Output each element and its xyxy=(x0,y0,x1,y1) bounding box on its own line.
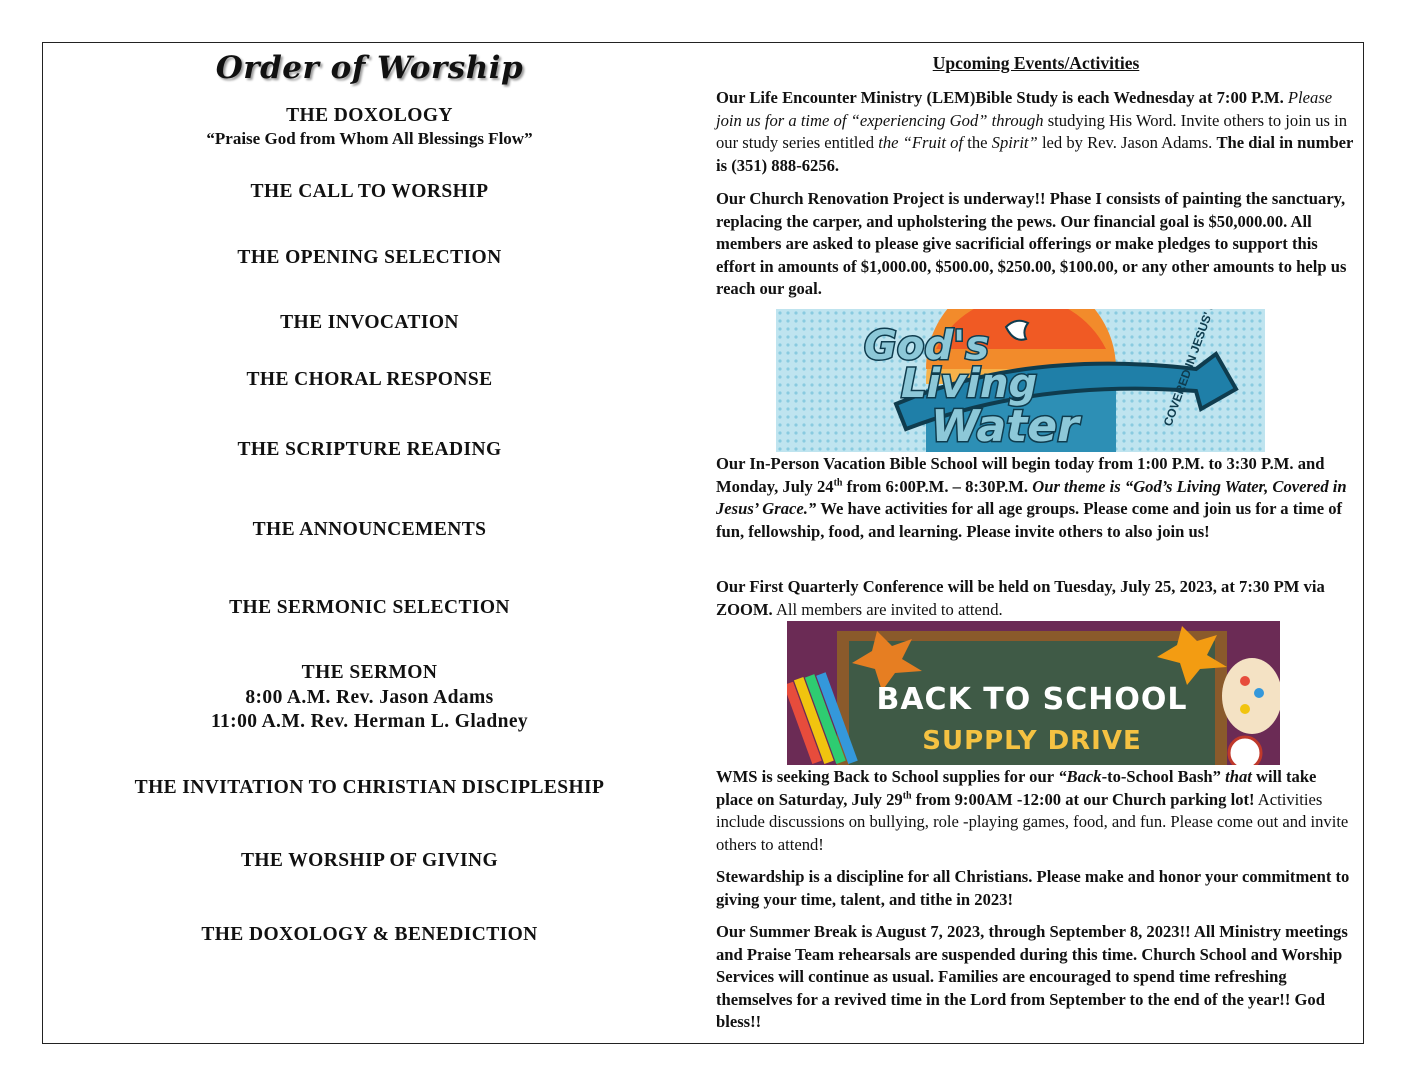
banner-word-gods: God's xyxy=(864,323,989,369)
worship-item-choral-response: THE CHORAL RESPONSE xyxy=(246,369,493,390)
lem-invite-italic: Please join us for a time of “experiencing God” through xyxy=(716,88,1333,130)
order-of-worship-title: Order of Worship xyxy=(215,50,524,86)
order-of-worship-column xyxy=(42,42,697,1042)
back-to-school-banner xyxy=(787,621,1280,765)
wms-time-place: from 9:00AM -12:00 at our Church parking lot! xyxy=(915,789,1255,809)
worship-item-opening-selection: THE OPENING SELECTION xyxy=(237,247,502,268)
wms-that: that xyxy=(1225,767,1252,786)
worship-item-announcements: THE ANNOUNCEMENTS xyxy=(252,519,487,540)
event-lem-bible-study xyxy=(716,87,1356,177)
sermon-time-early: 8:00 A.M. Rev. Jason Adams xyxy=(245,687,494,708)
event-renovation: Our Church Renovation Project is underway!! Phase I consists of painting the sanctuary, replacing the carper, and upholstering the pews. Our financial goal is $50,000.00. All members are asked to please give sacrificial offerings or make pledges to support this effort in amounts of $1,000.00, $500.00, $250.00, $100.00, or any other amounts to help us reach our goal. xyxy=(716,189,1347,298)
wms-date: will take place on Saturday, July 29 xyxy=(716,767,1317,809)
lem-the: the xyxy=(967,133,988,152)
event-quarterly-conference xyxy=(716,576,1356,621)
lem-spirit: Spirit” xyxy=(991,133,1038,152)
lem-dial-in: The dial in number is (351) 888-6256. xyxy=(716,133,1354,175)
living-water-graphic xyxy=(776,309,1265,452)
wms-back: “Back xyxy=(1058,767,1102,786)
worship-item-worship-of-giving: THE WORSHIP OF GIVING xyxy=(240,850,499,871)
worship-item-doxology: THE DOXOLOGY xyxy=(286,105,453,126)
wms-intro: WMS is seeking Back to School supplies for our xyxy=(716,767,1055,786)
event-summer-break: Our Summer Break is August 7, 2023, through September 8, 2023!! All Ministry meetings and Praise Team rehearsals are suspended during this time. Church School and Worship Services will continue as usual. Families are encouraged to spend time refreshing themselves for a revived time in the Lord from September to the end of the year!! God bless!! xyxy=(716,922,1348,1031)
worship-item-call-to-worship: THE CALL TO WORSHIP xyxy=(250,181,489,202)
worship-item-invocation: THE INVOCATION xyxy=(280,312,459,333)
worship-item-doxology-benediction: THE DOXOLOGY & BENEDICTION xyxy=(201,924,538,945)
banner-word-living: Living xyxy=(901,361,1038,407)
worship-item-sermon: THE SERMON xyxy=(301,662,438,683)
wms-activities: Activities include discussions on bullying, role -playing games, food, and fun. Please come out and invite others to attend! xyxy=(716,789,1349,854)
lem-led-by: led by Rev. Jason Adams. xyxy=(1041,133,1213,152)
events-title: Upcoming Events/Activities xyxy=(932,53,1140,73)
event-stewardship: Stewardship is a discipline for all Christians. Please make and honor your commitment to giving your time, talent, and tithe in 2023! xyxy=(716,867,1350,909)
wms-bash: -to-School Bash” xyxy=(1101,767,1221,786)
banner-word-water: Water xyxy=(931,401,1079,452)
gods-living-water-banner xyxy=(776,309,1265,452)
vbs-schedule: Our In-Person Vacation Bible School will begin today from 1:00 P.M. to 3:30 P.M. and Monday, July 24 xyxy=(716,454,1325,496)
banner-back-to-school: BACK TO SCHOOL xyxy=(876,682,1188,717)
wms-superscript: th xyxy=(902,789,912,801)
doxology-hymn-title: “Praise God from Whom All Blessings Flow” xyxy=(206,129,533,148)
banner-supply-drive: SUPPLY DRIVE xyxy=(922,726,1142,756)
conference-details: Our First Quarterly Conference will be held on Tuesday, July 25, 2023, at 7:30 PM via ZOOM. xyxy=(716,577,1325,619)
event-wms-supplies xyxy=(716,766,1356,856)
worship-item-invitation: THE INVITATION TO CHRISTIAN DISCIPLESHIP xyxy=(134,777,605,798)
worship-item-scripture-reading: THE SCRIPTURE READING xyxy=(237,439,502,460)
vbs-invite: We have activities for all age groups. Please come and join us for a time of fun, fellowship, food, and learning. Please invite others to also join us! xyxy=(716,499,1343,541)
lem-intro: Our Life Encounter Ministry (LEM)Bible Study is each Wednesday at 7:00 P.M. xyxy=(716,88,1284,107)
lem-series-italic: the “Fruit of xyxy=(878,133,964,152)
worship-item-sermonic-selection: THE SERMONIC SELECTION xyxy=(229,597,510,618)
conference-invite: All members are invited to attend. xyxy=(775,599,1003,619)
vbs-evening-time: from 6:00P.M. – 8:30P.M. xyxy=(846,476,1029,496)
back-to-school-graphic xyxy=(787,621,1280,765)
vbs-theme: Our theme is “God’s Living Water, Covered in Jesus’ Grace.” xyxy=(716,476,1347,518)
vbs-superscript: th xyxy=(833,476,843,488)
event-vacation-bible-school xyxy=(716,453,1356,543)
lem-series-text: studying His Word. Invite others to join us in our study series entitled xyxy=(716,110,1348,152)
sermon-time-late: 11:00 A.M. Rev. Herman L. Gladney xyxy=(210,711,529,732)
